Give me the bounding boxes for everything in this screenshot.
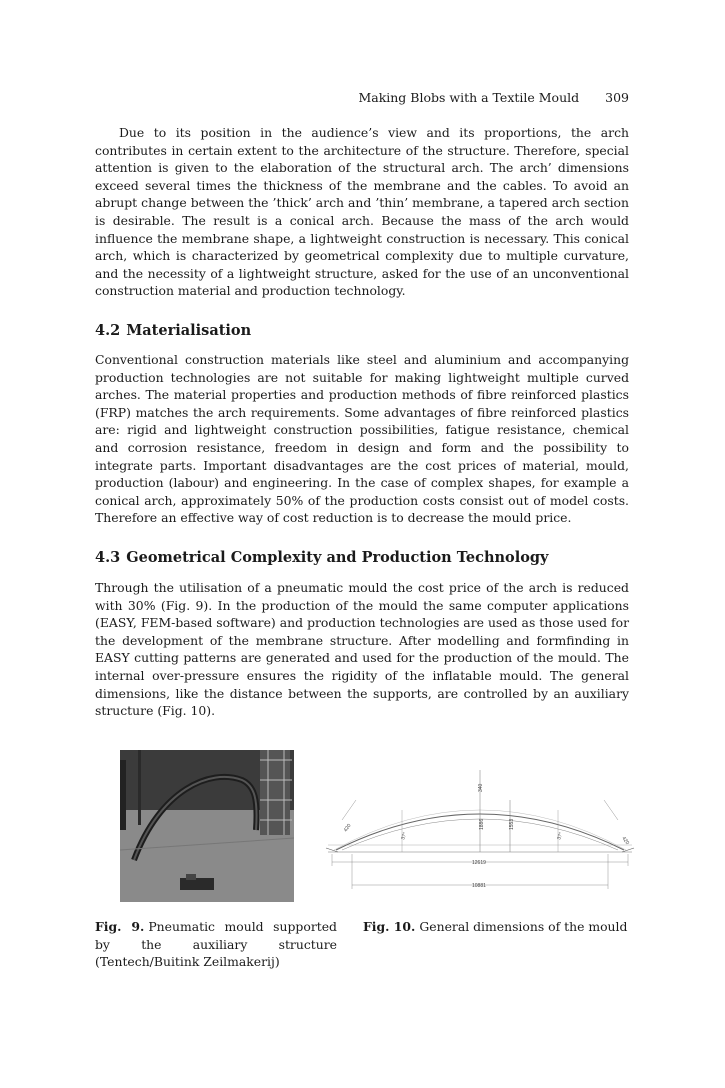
section-heading-geometrical-complexity [95,549,548,566]
dim-left-angle: 37° [400,831,409,841]
pneumatic-mould-photo [120,750,294,902]
section-number: 4.3 [95,549,121,566]
figure-9-label: Fig. 9. [95,919,145,934]
figure-10-label: Fig. 10. [363,919,416,934]
dim-right-offset: 420 [620,835,631,846]
dim-span-inner: 10881 [472,883,486,889]
geometrical-complexity-paragraph: Through the utilisation of a pneumatic mould the cost price of the arch is reduced with 30% (Fig. 9). In the production of the mould the same computer applications (EASY, FEM-based software) and production technologies are used as those used for the development of the membrane structure. After modelling and formfinding in EASY cutting patterns are generated and used for the production of the mould. The internal over-pressure ensures the rigidity of the inflatable mould. The general dimensions, like the distance between the supports, are controlled by an auxiliary structure (Fig. 10). [95,580,629,719]
dim-span-outer: 12619 [472,860,486,866]
intro-paragraph: Due to its position in the audience’s view and its proportions, the arch contributes in certain extent to the architecture of the structure. Therefore, special attention is given to the elaboration of the structural arch. The arch’ dimensions exceed several times the thickness of the membrane and the cables. To avoid an abrupt change between the ’thick’ arch and ’thin’ membrane, a tapered arch section is desirable. The result is a conical arch. Because the mass of the arch would influence the membrane shape, a lightweight construction is necessary. This conical arch, which is characterized by geometrical complexity due to multiple curvature, and the necessity of a lightweight structure, asked for the use of an unconventional construction material and production technology. [95,125,629,299]
materialisation-paragraph: Conventional construction materials like steel and aluminium and accompanying production technologies are not suitable for making lightweight multiple curved arches. The material properties and production methods of fibre reinforced plastics (FRP) matches the arch requirements. Some advantages of fibre reinforced plastics are: rigid and lightweight construction possibilities, fatigue resistance, chemical and corrosion resistance, freedom in design and form and the possibility to integrate parts. Important disadvantages are the cost prices of material, mould, production (labour) and engineering. In the case of complex shapes, for example a conical arch, approximately 50% of the production costs consist out of model costs. Therefore an effective way of cost reduction is to decrease the mould price. [95,352,629,526]
general-dimensions-drawing [322,770,638,914]
pneumatic-mould-illustration [120,750,294,902]
dim-right-angle: 37° [556,831,565,841]
figure-9-caption-text: Pneumatic mould supported by the auxiliary structure (Tentech/Buitink Zeilmakerij) [95,919,337,970]
figure-9-caption [95,918,337,971]
running-head-title: Making Blobs with a Textile Mould [358,90,580,105]
section-heading-materialisation [95,322,251,339]
section-number: 4.2 [95,322,121,339]
dim-inner-height: 1553 [509,818,515,830]
dim-center-height: 1886 [479,818,485,830]
page-number: 309 [605,90,629,105]
section-title: Materialisation [126,322,252,339]
section-title: Geometrical Complexity and Production Technology [126,549,549,566]
figure-10-caption [363,918,629,936]
mould-dimensions-diagram [322,770,638,910]
dim-top: 340 [478,783,484,792]
figure-10-caption-text: General dimensions of the mould [419,919,628,934]
running-head [358,90,629,105]
dim-left-offset: 420 [342,822,353,834]
